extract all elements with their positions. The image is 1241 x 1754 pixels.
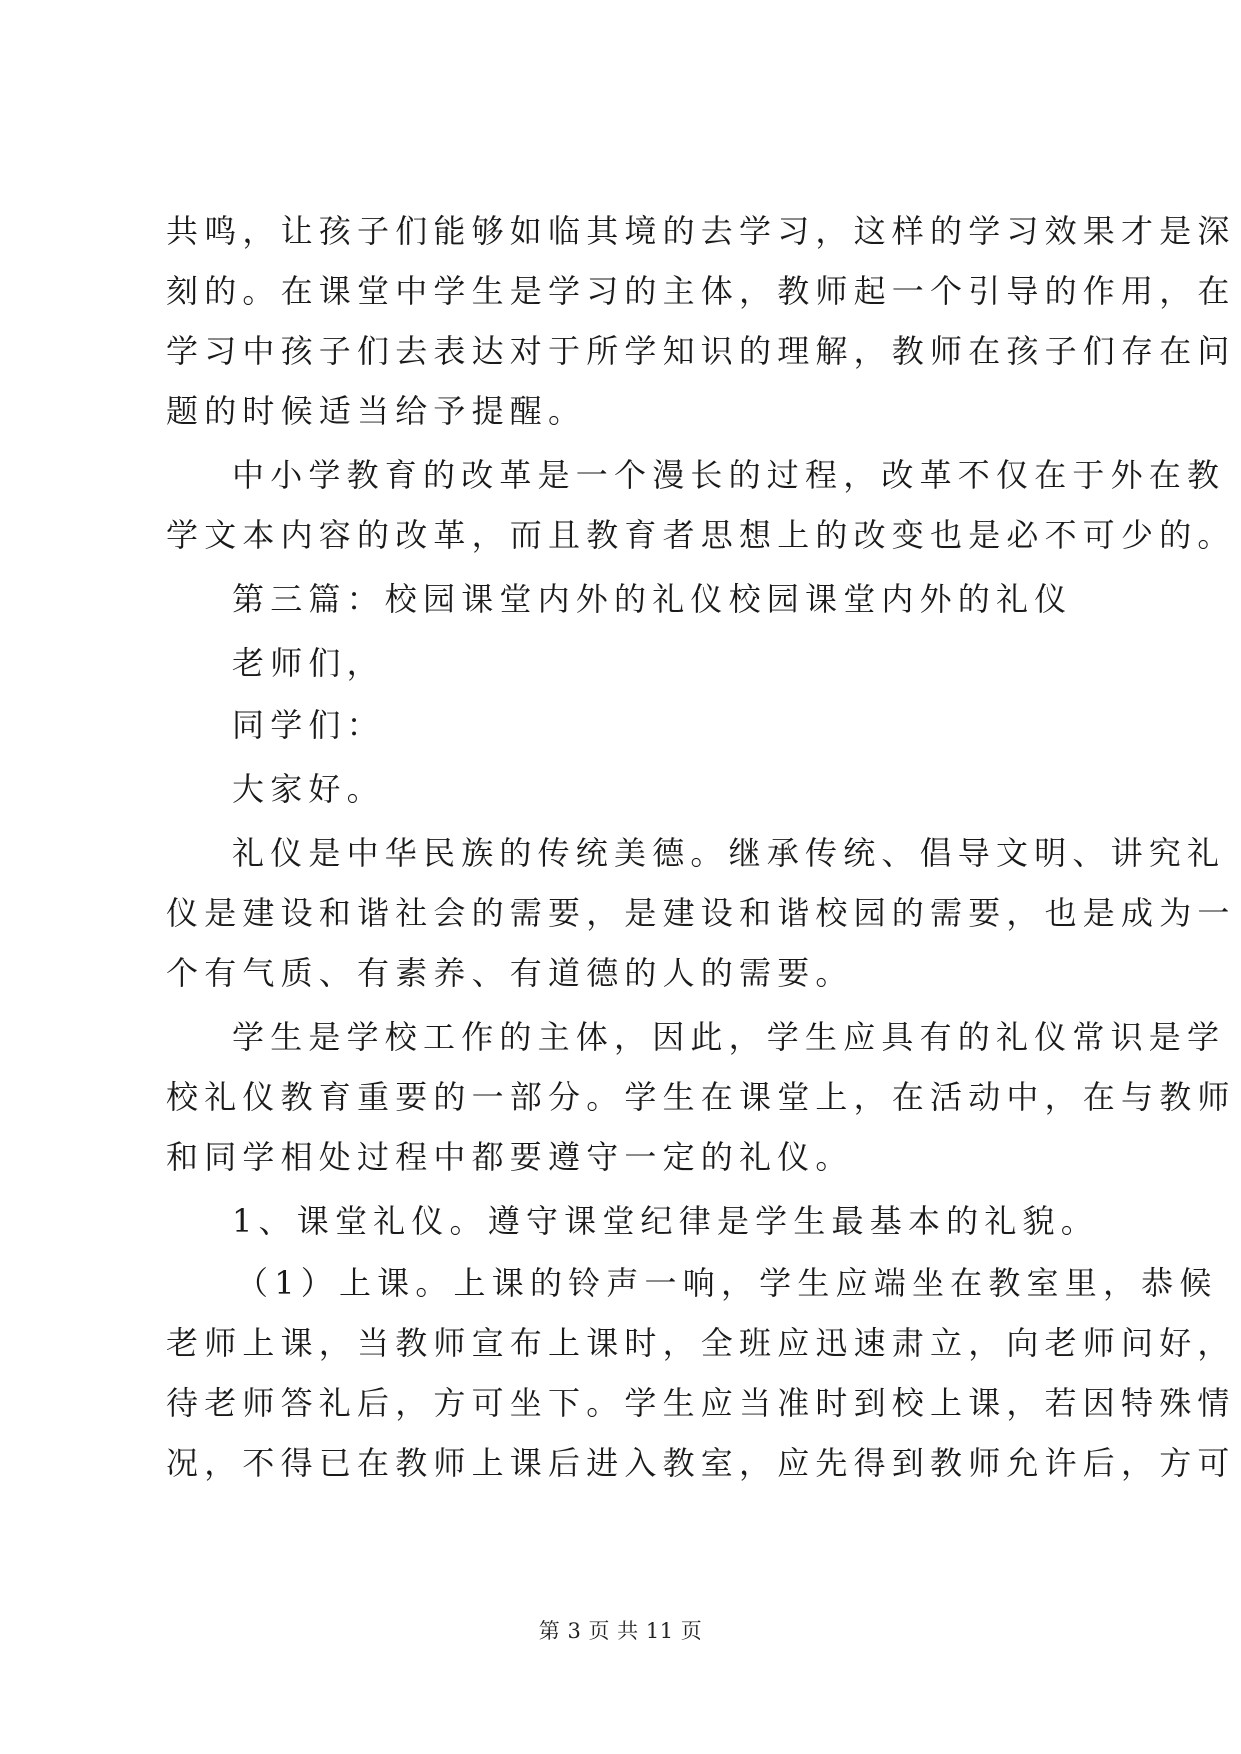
paragraph-first-line: 礼仪是中华民族的传统美德。继承传统、倡导文明、讲究礼 (232, 834, 1226, 872)
paragraph-first-line: 学生是学校工作的主体，因此，学生应具有的礼仪常识是学 (232, 1018, 1226, 1056)
text-line: 和同学相处过程中都要遵守一定的礼仪。 (166, 1138, 854, 1176)
text-line: 待老师答礼后，方可坐下。学生应当准时到校上课，若因特殊情 (166, 1384, 1236, 1422)
text-line: 共鸣，让孩子们能够如临其境的去学习，这样的学习效果才是深 (166, 212, 1236, 250)
text-line: 刻的。在课堂中学生是学习的主体，教师起一个引导的作用，在 (166, 272, 1236, 310)
section-heading: 第三篇：校园课堂内外的礼仪校园课堂内外的礼仪 (232, 580, 1073, 618)
text-line: 题的时候适当给予提醒。 (166, 392, 587, 430)
page-number-footer: 第 3 页 共 11 页 (538, 1619, 703, 1643)
salutation-students: 同学们： (232, 706, 385, 744)
text-line: 况，不得已在教师上课后进入教室，应先得到教师允许后，方可 (166, 1444, 1236, 1482)
text-line: 个有气质、有素养、有道德的人的需要。 (166, 954, 854, 992)
text-line: 老师上课，当教师宣布上课时，全班应迅速肃立，向老师问好， (166, 1324, 1236, 1362)
salutation-teachers: 老师们， (232, 644, 385, 682)
text-line: 学文本内容的改革，而且教育者思想上的改变也是必不可少的。 (166, 516, 1236, 554)
text-line: 校礼仪教育重要的一部分。学生在课堂上，在活动中，在与教师 (166, 1078, 1236, 1116)
text-line: 仪是建设和谐社会的需要，是建设和谐校园的需要，也是成为一 (166, 894, 1236, 932)
sub-item-first-line: （1）上课。上课的铃声一响，学生应端坐在教室里，恭候 (236, 1264, 1218, 1302)
paragraph-first-line: 中小学教育的改革是一个漫长的过程，改革不仅在于外在教 (232, 456, 1226, 494)
greeting: 大家好。 (232, 770, 385, 808)
list-item-heading: 1、课堂礼仪。遵守课堂纪律是学生最基本的礼貌。 (232, 1202, 1099, 1240)
text-line: 学习中孩子们去表达对于所学知识的理解，教师在孩子们存在问 (166, 332, 1236, 370)
